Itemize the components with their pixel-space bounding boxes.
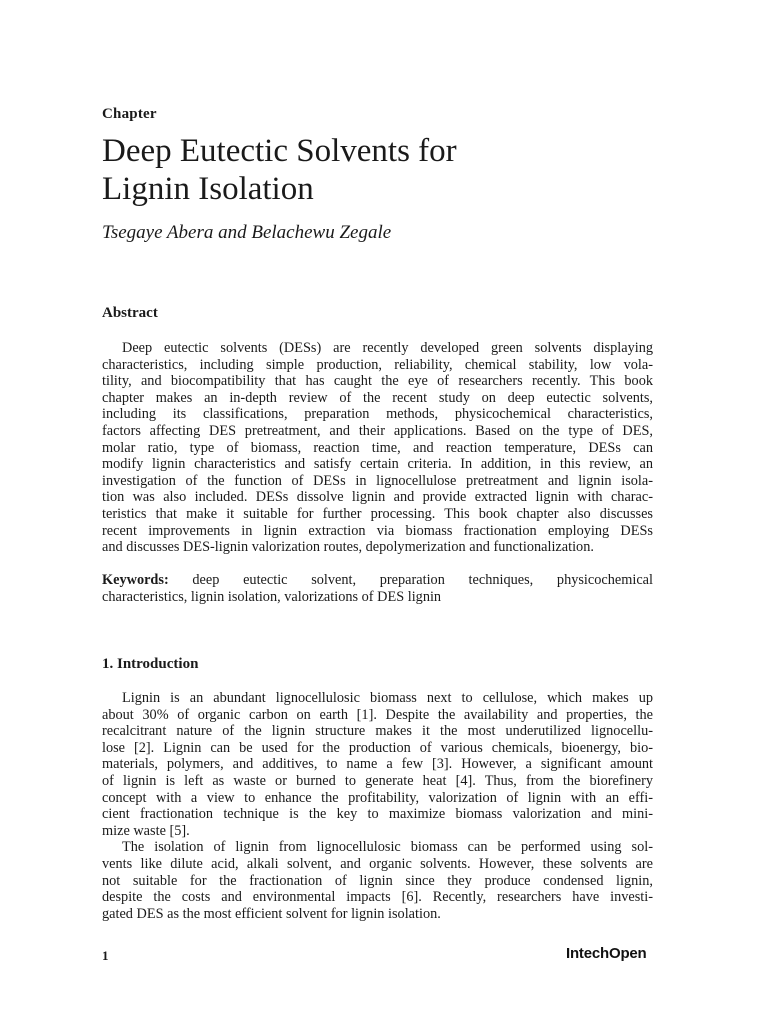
- title-line: Deep Eutectic Solvents for: [102, 133, 457, 169]
- keywords-label: Keywords:: [102, 572, 169, 588]
- intro-line: cient fractionation technique is the key to maximize biomass valorization and mini-: [102, 806, 653, 823]
- intro-line: gated DES as the most efficient solvent for lignin isolation.: [102, 905, 441, 922]
- abstract-line: chapter makes an in-depth review of the recent study on deep eutectic solvents,: [102, 389, 653, 406]
- abstract-line: teristics that make it suitable for further processing. This book chapter also discusses: [102, 505, 653, 522]
- abstract-line: Deep eutectic solvents (DESs) are recently developed green solvents displaying: [122, 340, 653, 356]
- abstract-heading: Abstract: [102, 305, 158, 321]
- intro-line: of lignin is left as waste or burned to generate heat [4]. Thus, from the biorefinery: [102, 772, 653, 789]
- abstract-line: tility, and biocompatibility that has caught the eye of researchers recently. This book: [102, 373, 653, 390]
- abstract-line: factors affecting DES pretreatment, and their applications. Based on the type of DES,: [102, 422, 653, 439]
- abstract-line: modify lignin characteristics and satisfy certain criteria. In addition, in this review, an: [102, 456, 653, 473]
- intro-line: about 30% of organic carbon on earth [1]. Despite the availability and properties, the: [102, 706, 653, 723]
- keywords-line: characteristics, lignin isolation, valorizations of DES lignin: [102, 588, 442, 605]
- intro-line: vents like dilute acid, alkali solvent, and organic solvents. However, these solvents are: [102, 855, 653, 872]
- keywords-block: [102, 572, 653, 605]
- intro-line: The isolation of lignin from lignocellulosic biomass can be performed using sol-: [122, 839, 653, 856]
- intro-line: materials, polymers, and additives, to name a few [3]. However, a significant amount: [102, 756, 653, 773]
- abstract-line: tion was also included. DESs dissolve lignin and provide extracted lignin with charac-: [102, 489, 653, 506]
- publisher-logo: IntechOpen: [566, 945, 647, 962]
- title-line: Lignin Isolation: [102, 171, 314, 207]
- introduction-body: [102, 690, 653, 922]
- intro-line: concept with a view to enhance the profitability, valorization of lignin with an effi-: [102, 789, 653, 806]
- intro-line: despite the costs and environmental impacts [6]. Recently, researchers have investi-: [102, 889, 653, 906]
- author-list: Tsegaye Abera and Belachewu Zegale: [102, 222, 392, 243]
- keywords-text: deep eutectic solvent, preparation techniques, physicochemical: [168, 572, 653, 588]
- keywords-line: [102, 572, 653, 589]
- abstract-body: [102, 340, 653, 556]
- chapter-title: [102, 132, 662, 208]
- intro-line: lose [2]. Lignin can be used for the production of various chemicals, bioenergy, bio-: [102, 739, 653, 756]
- abstract-line: including its classifications, preparation methods, physicochemical characteristics,: [102, 406, 653, 423]
- intro-line: mize waste [5].: [102, 822, 190, 839]
- chapter-label: Chapter: [102, 106, 157, 122]
- abstract-line: investigation of the function of DESs in lignocellulose pretreatment and lignin isola-: [102, 472, 653, 489]
- abstract-line: and discusses DES-lignin valorization routes, depolymerization and functionalization.: [102, 539, 594, 556]
- abstract-line: recent improvements in lignin extraction via biomass fractionation employing DESs: [102, 522, 653, 539]
- abstract-line: characteristics, including simple production, reliability, chemical stability, low vola-: [102, 356, 653, 373]
- page-number: 1: [102, 948, 109, 963]
- intro-line: not suitable for the fractionation of lignin since they produce condensed lignin,: [102, 872, 653, 889]
- section-heading-introduction: 1. Introduction: [102, 656, 199, 672]
- intro-line: recalcitrant nature of the lignin structure makes it the most underutilized lignocellu-: [102, 723, 653, 740]
- abstract-line: molar ratio, type of biomass, reaction time, and reaction temperature, DESs can: [102, 439, 653, 456]
- intro-line: Lignin is an abundant lignocellulosic biomass next to cellulose, which makes up: [122, 690, 653, 706]
